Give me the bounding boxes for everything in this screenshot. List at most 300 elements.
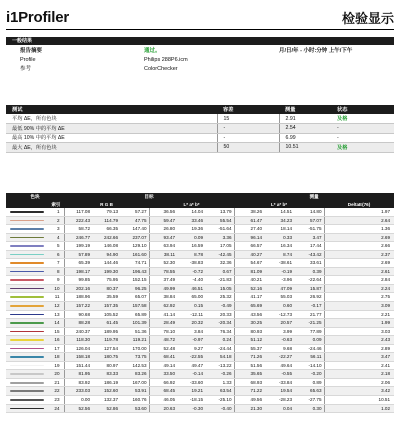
- patch-color-line: [10, 305, 44, 307]
- patch-target-lab-value: 8.78: [177, 250, 205, 259]
- patch-measured-lab-value: 52.16: [234, 284, 264, 293]
- patch-measured-lab-value: 49.56: [234, 396, 264, 405]
- patch-rgb-value: 157.35: [92, 302, 120, 311]
- patch-rgb-value: 88.28: [64, 319, 92, 328]
- summary-test: 最高 10% 中的平均 ΔE: [6, 133, 217, 143]
- patch-delta-e: 2.43: [324, 336, 394, 345]
- patch-measured-lab-value: 43.56: [234, 310, 264, 319]
- patch-rgb-value: 57.89: [64, 250, 92, 259]
- sub-header-target-lab: L* a* b*: [149, 201, 234, 208]
- report-summary-row: [6, 47, 394, 56]
- patch-index: 16: [48, 336, 64, 345]
- patch-target-lab-value: 13.79: [205, 208, 234, 216]
- patch-swatch: [6, 361, 48, 370]
- patch-color-line: [10, 237, 44, 239]
- reference-label: 参考: [20, 66, 32, 72]
- patch-swatch: [6, 353, 48, 362]
- patch-measured-lab-value: 77.89: [294, 327, 324, 336]
- patch-measured-lab-value: -28.23: [264, 396, 294, 405]
- patch-row: [6, 233, 394, 242]
- patch-measured-lab-value: 51.12: [234, 336, 264, 345]
- patch-delta-e: 2.69: [324, 233, 394, 242]
- patch-rgb-value: 96.25: [120, 284, 149, 293]
- patch-color-line: [10, 228, 44, 230]
- patch-swatch: [6, 319, 48, 328]
- patch-swatch: [6, 378, 48, 387]
- summary-measured: 10.51: [279, 143, 331, 153]
- patch-target-lab-value: 63.54: [205, 387, 234, 396]
- patch-measured-lab-value: 55.37: [234, 344, 264, 353]
- patch-measured-lab-value: 96.14: [234, 233, 264, 242]
- patch-target-lab-value: 68.45: [149, 387, 177, 396]
- patch-rgb-value: 66.35: [92, 225, 120, 234]
- patch-rgb-value: 147.40: [120, 225, 149, 234]
- patch-delta-e: 3.03: [324, 327, 394, 336]
- patch-measured-lab-value: 27.40: [234, 225, 264, 234]
- patch-rgb-value: 167.00: [120, 378, 149, 387]
- patch-target-lab-value: 59.47: [149, 216, 177, 225]
- patch-index: 4: [48, 233, 64, 242]
- patch-measured-lab-value: 54.67: [234, 259, 264, 268]
- patch-measured-lab-value: -22.64: [294, 276, 324, 285]
- patch-target-lab-value: 14.04: [177, 208, 205, 216]
- patch-color-line: [10, 356, 44, 358]
- patch-delta-e: 2.61: [324, 267, 394, 276]
- patch-rgb-value: 53.91: [120, 387, 149, 396]
- patch-index: 1: [48, 208, 64, 216]
- patch-swatch: [6, 216, 48, 225]
- patch-measured-lab-value: 0.33: [264, 233, 294, 242]
- profile-label: Profile: [20, 57, 36, 63]
- patch-measured-lab-value: 81.09: [234, 267, 264, 276]
- report-status: 通过。: [144, 48, 161, 54]
- patch-target-lab-value: 0.24: [205, 336, 234, 345]
- patch-color-line: [10, 322, 44, 324]
- patch-target-lab-value: 19.21: [177, 387, 205, 396]
- patch-rgb-value: 0.00: [64, 396, 92, 405]
- patch-measured-lab-value: 0.89: [294, 378, 324, 387]
- patch-rgb-value: 237.07: [120, 233, 149, 242]
- patch-rgb-value: 160.76: [120, 396, 149, 405]
- patch-swatch: [6, 344, 48, 353]
- sub-header-measured-lab: L* a* b*: [234, 201, 324, 208]
- patch-row: [6, 319, 394, 328]
- sub-header-index: 索引: [48, 201, 64, 208]
- patch-rgb-value: 119.21: [120, 336, 149, 345]
- patch-delta-e: 2.69: [324, 259, 394, 268]
- patch-rgb-value: 233.03: [64, 387, 92, 396]
- patch-swatch: [6, 276, 48, 285]
- summary-test: 最低 90% 中的平均 ΔE: [6, 124, 217, 134]
- summary-header-status: 状态: [331, 105, 394, 114]
- patch-target-lab-value: 68.41: [149, 353, 177, 362]
- patch-measured-lab-value: -51.75: [294, 225, 324, 234]
- patch-row: [6, 404, 394, 413]
- patch-row: [6, 208, 394, 216]
- patch-target-lab-value: -33.60: [177, 378, 205, 387]
- patch-target-lab-value: 33.46: [177, 216, 205, 225]
- patch-row: [6, 267, 394, 276]
- patch-target-lab-value: -18.15: [177, 396, 205, 405]
- patch-measured-lab-value: 56.11: [294, 353, 324, 362]
- patch-measured-lab-value: -27.75: [294, 396, 324, 405]
- patch-target-lab-value: -0.40: [205, 404, 234, 413]
- patch-measured-lab-value: 65.69: [234, 302, 264, 311]
- patch-index: 22: [48, 387, 64, 396]
- patch-rgb-value: 114.79: [92, 216, 120, 225]
- patch-delta-e: 2.75: [324, 293, 394, 302]
- patch-index: 6: [48, 250, 64, 259]
- patch-rgb-value: 80.97: [92, 361, 120, 370]
- patch-measured-lab-value: 47.09: [264, 284, 294, 293]
- patch-index: 3: [48, 225, 64, 234]
- reference-value: ColorChecker: [144, 66, 178, 72]
- patch-rgb-value: 52.86: [92, 404, 120, 413]
- patch-target-lab-value: 41.14: [149, 310, 177, 319]
- patch-target-lab-value: 62.92: [149, 302, 177, 311]
- summary-tolerance: -: [217, 124, 279, 134]
- patch-index: 18: [48, 353, 64, 362]
- patch-measured-lab-value: 0.09: [294, 336, 324, 345]
- patch-index: 24: [48, 404, 64, 413]
- patch-rgb-value: 35.59: [92, 293, 120, 302]
- summary-status: -: [331, 133, 394, 143]
- app-title: i1Profiler: [6, 8, 70, 26]
- patch-measured-lab-value: 14.51: [264, 208, 294, 216]
- summary-header-tolerance: 容差: [217, 105, 279, 114]
- patch-measured-lab-value: 3.47: [294, 233, 324, 242]
- patch-delta-e: 2.66: [324, 242, 394, 251]
- profile-row: [6, 56, 394, 65]
- patch-target-lab-value: -22.55: [177, 353, 205, 362]
- patch-rgb-value: 180.75: [92, 353, 120, 362]
- patch-delta-e: 2.18: [324, 370, 394, 379]
- sub-header-swatch: [6, 201, 48, 208]
- patch-rgb-value: 83.26: [120, 370, 149, 379]
- patch-measured-lab-value: 8.74: [264, 250, 294, 259]
- patch-measured-lab-value: 0.30: [294, 404, 324, 413]
- patch-rgb-value: 105.52: [92, 310, 120, 319]
- summary-measured: 6.99: [279, 133, 331, 143]
- patch-target-lab-value: -38.83: [177, 259, 205, 268]
- patch-delta-e: 1.36: [324, 225, 394, 234]
- summary-tolerance: -: [217, 133, 279, 143]
- patch-measured-lab-value: -22.27: [264, 353, 294, 362]
- patch-rgb-value: 246.77: [64, 233, 92, 242]
- patch-row: [6, 250, 394, 259]
- patch-row: [6, 336, 394, 345]
- patch-color-line: [10, 331, 44, 333]
- patch-row: [6, 361, 394, 370]
- patch-index: 12: [48, 302, 64, 311]
- patch-color-line: [10, 288, 44, 290]
- patch-rgb-value: 74.71: [120, 259, 149, 268]
- patch-measured-lab-value: 71.26: [234, 353, 264, 362]
- patch-rgb-value: 117.08: [64, 208, 92, 216]
- patch-rgb-value: 202.16: [64, 284, 92, 293]
- summary-header-test: 测试: [6, 105, 217, 114]
- patch-target-lab-value: 54.18: [205, 353, 234, 362]
- document-title: 检验显示: [341, 10, 394, 26]
- patch-swatch: [6, 310, 48, 319]
- patch-rgb-value: 73.75: [120, 353, 149, 362]
- patch-color-line: [10, 279, 44, 281]
- patch-index: 14: [48, 319, 64, 328]
- patch-target-lab-value: 33.50: [149, 370, 177, 379]
- patch-row: [6, 327, 394, 336]
- report-summary-label: 报告摘要: [20, 48, 43, 54]
- patch-index: 15: [48, 327, 64, 336]
- patch-rgb-value: 157.58: [120, 302, 149, 311]
- patch-index: 13: [48, 310, 64, 319]
- patch-target-lab-value: -20.34: [205, 319, 234, 328]
- patch-rgb-value: 57.27: [120, 208, 149, 216]
- patch-rgb-value: 152.60: [92, 387, 120, 396]
- patch-measured-lab-value: 49.64: [264, 361, 294, 370]
- patch-measured-lab-value: -14.10: [294, 361, 324, 370]
- patch-target-lab-value: 78.10: [149, 327, 177, 336]
- patch-target-lab-value: 37.49: [149, 276, 177, 285]
- patch-rgb-value: 199.30: [92, 267, 120, 276]
- summary-status: 及格: [331, 114, 394, 124]
- patch-measured-lab-value: 57.07: [294, 216, 324, 225]
- summary-test: 最大 ΔE，所有色块: [6, 143, 217, 153]
- patch-rgb-value: 51.36: [120, 327, 149, 336]
- patch-delta-e: 2.06: [324, 378, 394, 387]
- patch-target-lab-value: -0.49: [205, 302, 234, 311]
- patch-rgb-value: 146.08: [92, 242, 120, 251]
- patch-rgb-value: 94.90: [92, 250, 120, 259]
- patch-color-line: [10, 271, 44, 273]
- patch-target-lab-value: 65.00: [177, 293, 205, 302]
- patch-target-lab-value: 17.05: [205, 242, 234, 251]
- patch-target-lab-value: -21.83: [205, 276, 234, 285]
- summary-tolerance: 50: [217, 143, 279, 153]
- patch-measured-lab-value: 30.25: [234, 319, 264, 328]
- patch-delta-e: 3.47: [324, 353, 394, 362]
- patch-measured-lab-value: 40.21: [234, 276, 264, 285]
- profile-value: Philips 288P6.icm: [144, 57, 188, 63]
- patch-measured-lab-value: 21.30: [234, 404, 264, 413]
- patch-target-lab-value: 3.84: [177, 327, 205, 336]
- patch-measured-lab-value: 61.47: [234, 216, 264, 225]
- patch-row: [6, 378, 394, 387]
- patch-target-lab-value: 0.67: [205, 267, 234, 276]
- patch-measured-lab-value: 26.92: [294, 293, 324, 302]
- patch-measured-lab-value: 65.63: [294, 387, 324, 396]
- patch-swatch: [6, 225, 48, 234]
- patch-swatch: [6, 370, 48, 379]
- patch-target-lab-value: 16.59: [177, 242, 205, 251]
- patch-index: 17: [48, 344, 64, 353]
- patch-target-lab-value: -0.72: [177, 267, 205, 276]
- patch-index: 2: [48, 216, 64, 225]
- patch-rgb-value: 222.43: [64, 216, 92, 225]
- patch-rgb-value: 127.54: [92, 344, 120, 353]
- patch-measured-lab-value: -0.20: [294, 370, 324, 379]
- patch-color-line: [10, 339, 44, 341]
- patch-row: [6, 370, 394, 379]
- patch-rgb-value: 52.56: [64, 404, 92, 413]
- patch-measured-lab-value: 34.23: [264, 216, 294, 225]
- patch-target-lab-value: 0.09: [177, 233, 205, 242]
- detail-group-header-row: [6, 193, 394, 201]
- patch-measured-lab-value: 55.03: [264, 293, 294, 302]
- patch-rgb-value: 65.39: [64, 259, 92, 268]
- summary-status: 及格: [331, 143, 394, 153]
- summary-header-measured: 测量: [279, 105, 331, 114]
- patch-target-lab-value: -0.14: [177, 370, 205, 379]
- patch-measured-lab-value: -0.19: [264, 267, 294, 276]
- patch-measured-lab-value: 18.14: [264, 225, 294, 234]
- patch-measured-lab-value: 16.34: [264, 242, 294, 251]
- patch-measured-lab-value: -0.55: [264, 370, 294, 379]
- patch-row: [6, 302, 394, 311]
- patch-color-line: [10, 382, 44, 384]
- patch-rgb-value: 189.95: [92, 327, 120, 336]
- patch-rgb-value: 65.07: [120, 293, 149, 302]
- patch-target-lab-value: 25.32: [205, 293, 234, 302]
- patch-swatch: [6, 284, 48, 293]
- patch-swatch: [6, 242, 48, 251]
- patch-row: [6, 387, 394, 396]
- patch-row: [6, 276, 394, 285]
- patch-measured-lab-value: -21.25: [294, 319, 324, 328]
- patch-rgb-value: 58.72: [64, 225, 92, 234]
- patch-rgb-value: 240.37: [64, 327, 92, 336]
- patch-rgb-value: 186.19: [92, 378, 120, 387]
- summary-measured: 2.91: [279, 114, 331, 124]
- patch-rgb-value: 81.95: [64, 370, 92, 379]
- patch-target-lab-value: -24.44: [205, 344, 234, 353]
- group-header-target: 目标: [64, 193, 234, 201]
- patch-color-line: [10, 211, 44, 213]
- patch-index: 11: [48, 293, 64, 302]
- patch-row: [6, 293, 394, 302]
- patch-target-lab-value: -0.97: [177, 336, 205, 345]
- patch-measured-lab-value: 17.44: [294, 242, 324, 251]
- patch-color-line: [10, 399, 44, 401]
- date-format: 月/日/年 - 小时:分钟 上午/下午: [279, 48, 353, 54]
- patch-color-line: [10, 373, 44, 375]
- patch-rgb-value: 151.44: [64, 361, 92, 370]
- patch-target-lab-value: 38.11: [149, 250, 177, 259]
- patch-index: 19: [48, 361, 64, 370]
- patch-measured-lab-value: -24.46: [294, 344, 324, 353]
- patch-color-line: [10, 390, 44, 392]
- patch-measured-lab-value: -0.17: [294, 302, 324, 311]
- patch-row: [6, 344, 394, 353]
- patch-measured-lab-value: 0.39: [294, 267, 324, 276]
- patch-rgb-value: 83.92: [64, 378, 92, 387]
- patch-measured-lab-value: 66.57: [234, 242, 264, 251]
- general-results-bar: 一般结果: [6, 37, 394, 45]
- patch-color-line: [10, 408, 44, 410]
- patch-swatch: [6, 250, 48, 259]
- patch-rgb-value: 99.85: [64, 276, 92, 285]
- patch-row: [6, 225, 394, 234]
- patch-target-lab-value: -0.26: [205, 370, 234, 379]
- patch-color-line: [10, 254, 44, 256]
- patch-delta-e: 10.51: [324, 396, 394, 405]
- patch-rgb-value: 65.89: [120, 310, 149, 319]
- patch-target-lab-value: 36.56: [149, 208, 177, 216]
- patch-row: [6, 216, 394, 225]
- patch-target-lab-value: 0.15: [177, 302, 205, 311]
- patch-delta-e: 1.97: [324, 208, 394, 216]
- patch-measured-lab-value: 40.27: [234, 250, 264, 259]
- patch-target-lab-value: 49.47: [177, 361, 205, 370]
- patch-target-lab-value: 26.80: [149, 225, 177, 234]
- patch-rgb-value: 129.10: [120, 242, 149, 251]
- patch-rgb-value: 161.60: [120, 250, 149, 259]
- header-rule: [6, 29, 394, 30]
- patch-row: [6, 310, 394, 319]
- patch-target-lab-value: 46.05: [149, 396, 177, 405]
- patch-rgb-value: 142.53: [120, 361, 149, 370]
- patch-measured-lab-value: 9.68: [264, 344, 294, 353]
- patch-measured-lab-value: 20.57: [264, 319, 294, 328]
- patch-target-lab-value: 19.36: [177, 225, 205, 234]
- patch-swatch: [6, 387, 48, 396]
- patch-target-lab-value: 20.33: [205, 310, 234, 319]
- patch-target-lab-value: 20.32: [177, 319, 205, 328]
- patch-swatch: [6, 293, 48, 302]
- patch-index: 7: [48, 259, 64, 268]
- patch-measured-lab-value: 80.93: [234, 327, 264, 336]
- sub-header-delta-e: DeltaE(76): [324, 201, 394, 208]
- patch-rgb-value: 157.22: [64, 302, 92, 311]
- patch-index: 21: [48, 378, 64, 387]
- patch-rgb-value: 61.45: [92, 319, 120, 328]
- summary-row: [6, 143, 394, 153]
- patch-measured-lab-value: 51.56: [234, 361, 264, 370]
- patch-swatch: [6, 404, 48, 413]
- patch-target-lab-value: -25.10: [205, 396, 234, 405]
- patch-index: 9: [48, 276, 64, 285]
- patch-target-lab-value: 32.36: [205, 259, 234, 268]
- patch-target-lab-value: 15.05: [205, 284, 234, 293]
- summary-tolerance: 15: [217, 114, 279, 124]
- patch-target-lab-value: 28.49: [149, 319, 177, 328]
- patch-rgb-value: 198.17: [64, 267, 92, 276]
- patch-delta-e: 2.37: [324, 250, 394, 259]
- patch-measured-lab-value: -43.42: [294, 250, 324, 259]
- summary-row: [6, 133, 394, 143]
- patch-measured-lab-value: -0.63: [264, 336, 294, 345]
- patch-rgb-value: 144.46: [92, 259, 120, 268]
- patch-swatch: [6, 302, 48, 311]
- patch-measured-lab-value: -33.84: [264, 378, 294, 387]
- patch-rgb-value: 90.68: [64, 310, 92, 319]
- group-header-measured: 测量: [234, 193, 394, 201]
- detail-sub-header-row: [6, 201, 394, 208]
- patch-target-lab-value: 63.94: [149, 242, 177, 251]
- patch-row: [6, 353, 394, 362]
- patch-target-lab-value: 78.55: [149, 267, 177, 276]
- patch-color-line: [10, 245, 44, 247]
- patch-target-lab-value: 3.36: [205, 233, 234, 242]
- group-header-patch: 色块: [6, 193, 64, 201]
- patch-measured-lab-value: 21.77: [294, 310, 324, 319]
- report-header: [6, 6, 394, 28]
- patch-target-lab-value: -42.45: [205, 250, 234, 259]
- patch-color-line: [10, 220, 44, 222]
- patch-target-lab-value: -13.22: [205, 361, 234, 370]
- patch-delta-e: 3.09: [324, 302, 394, 311]
- patch-target-lab-value: 76.34: [205, 327, 234, 336]
- patch-target-lab-value: 93.47: [149, 233, 177, 242]
